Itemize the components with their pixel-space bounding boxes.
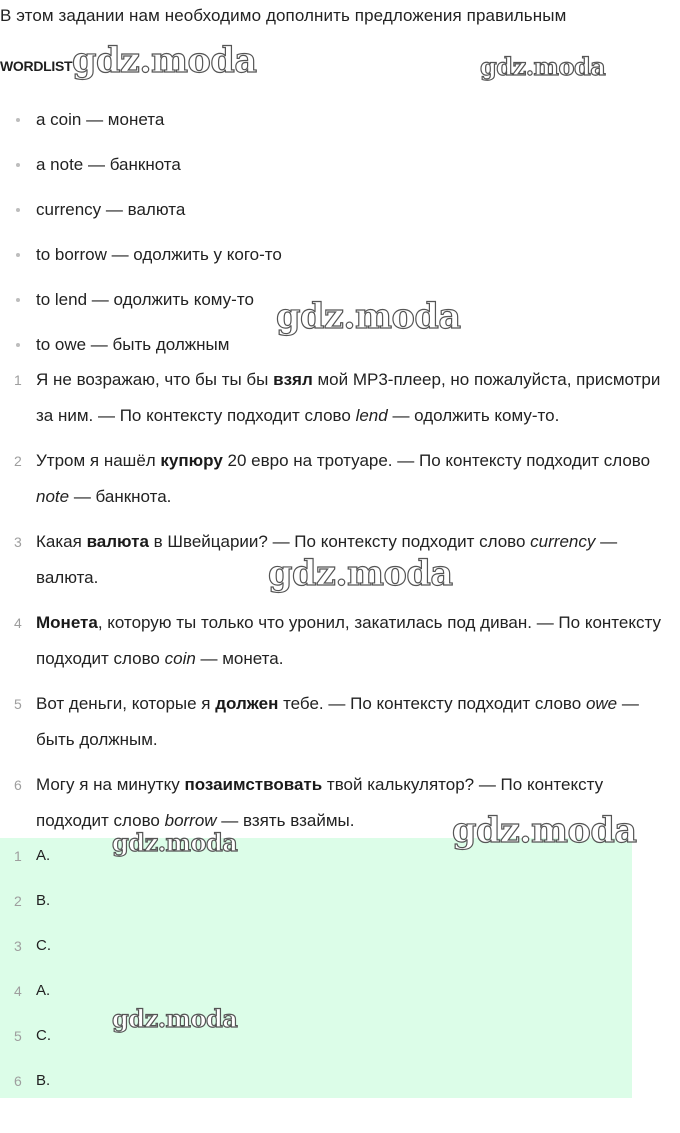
list-item [0, 192, 282, 237]
bullet-icon [16, 118, 20, 122]
task-number: 6 [14, 777, 22, 793]
task-keyword: купюру [160, 451, 223, 470]
task-text: — валюта. [36, 532, 618, 587]
watermark: gdz.moda [276, 296, 461, 337]
task-item [0, 524, 680, 596]
task-text: Какая [36, 532, 87, 551]
watermark: gdz.moda [112, 828, 238, 857]
list-item [0, 237, 282, 282]
wordlist-heading: WORDLIST [0, 58, 73, 74]
answers-block [0, 838, 632, 1098]
task-answer-word: owe [585, 694, 618, 713]
answer-text: B. [36, 1072, 51, 1089]
task-text: твой калькулятор? — По контексту подходит слово [36, 775, 604, 830]
answer-text: A. [36, 982, 51, 999]
bullet-icon [16, 343, 20, 347]
answer-text: C. [36, 1027, 51, 1044]
task-item [0, 686, 680, 758]
task-text: тебе. — По контексту подходит слово [278, 694, 586, 713]
bullet-icon [16, 163, 20, 167]
task-keyword: позаимствовать [184, 775, 323, 794]
watermark: gdz.moda [480, 52, 606, 81]
intro-text: В этом задании нам необходимо дополнить предложения правильным [0, 6, 567, 25]
task-number: 3 [14, 534, 22, 550]
watermark: gdz.moda [268, 553, 453, 594]
bullet-icon [16, 208, 20, 212]
task-answer-word: currency [530, 532, 596, 551]
answer-number: 1 [14, 848, 22, 864]
task-keyword: валюта [86, 532, 149, 551]
task-text: Могу я на минутку [36, 775, 185, 794]
answer-text: A. [36, 847, 51, 864]
wordlist-entry: currency — валюта [36, 200, 186, 219]
task-text: в Швейцарии? — По контексту подходит слово [148, 532, 531, 551]
answer-text: C. [36, 937, 51, 954]
wordlist-entry: to borrow — одолжить у кого-то [36, 245, 282, 264]
task-answer-word: note [36, 487, 70, 506]
task-text: Вот деньги, которые я [36, 694, 216, 713]
bullet-icon [16, 298, 20, 302]
task-item [0, 443, 680, 515]
list-item [0, 102, 282, 147]
answer-item [0, 883, 632, 928]
answer-number: 5 [14, 1028, 22, 1044]
task-answer-word: lend [355, 406, 388, 425]
task-keyword: должен [215, 694, 279, 713]
task-number: 1 [14, 372, 22, 388]
task-text: 20 евро на тротуаре. — По контексту подходит слово [222, 451, 651, 470]
watermark: gdz.moda [112, 1004, 238, 1033]
wordlist-entry: a coin — монета [36, 110, 165, 129]
answer-number: 2 [14, 893, 22, 909]
task-item [0, 362, 680, 434]
task-item [0, 605, 680, 677]
answer-item [0, 1063, 632, 1108]
task-text: — одолжить кому-то. [387, 406, 560, 425]
task-number: 5 [14, 696, 22, 712]
task-text: — взять взаймы. [216, 811, 355, 830]
watermark: gdz.moda [72, 40, 257, 81]
answer-item [0, 1018, 632, 1063]
task-number: 2 [14, 453, 22, 469]
answer-item [0, 838, 632, 883]
task-item [0, 767, 680, 839]
task-text: — быть должным. [36, 694, 639, 749]
wordlist-entry: to lend — одолжить кому-то [36, 290, 254, 309]
wordlist-entry: to owe — быть должным [36, 335, 230, 354]
task-answer-word: borrow [164, 811, 217, 830]
task-list [0, 362, 680, 848]
task-text: Я не возражаю, что бы ты бы [36, 370, 274, 389]
task-keyword: взял [273, 370, 313, 389]
task-text: — монета. [195, 649, 284, 668]
answer-item [0, 928, 632, 973]
bullet-icon [16, 253, 20, 257]
task-keyword: Монета [36, 613, 98, 632]
task-answer-word: coin [164, 649, 196, 668]
wordlist-entry: a note — банкнота [36, 155, 181, 174]
task-text: — банкнота. [69, 487, 172, 506]
task-text: мой MP3-плеер, но пожалуйста, присмотри за ним. — По контексту подходит слово [36, 370, 661, 425]
answer-item [0, 973, 632, 1018]
watermark: gdz.moda [452, 810, 637, 851]
answer-number: 6 [14, 1073, 22, 1089]
answer-number: 3 [14, 938, 22, 954]
answer-number: 4 [14, 983, 22, 999]
wordlist [0, 102, 282, 372]
list-item [0, 147, 282, 192]
answer-text: B. [36, 892, 51, 909]
list-item [0, 282, 282, 327]
task-number: 4 [14, 615, 22, 631]
task-text: , которую ты только что уронил, закатилась под диван. — По контексту подходит слово [36, 613, 661, 668]
task-text: Утром я нашёл [36, 451, 161, 470]
